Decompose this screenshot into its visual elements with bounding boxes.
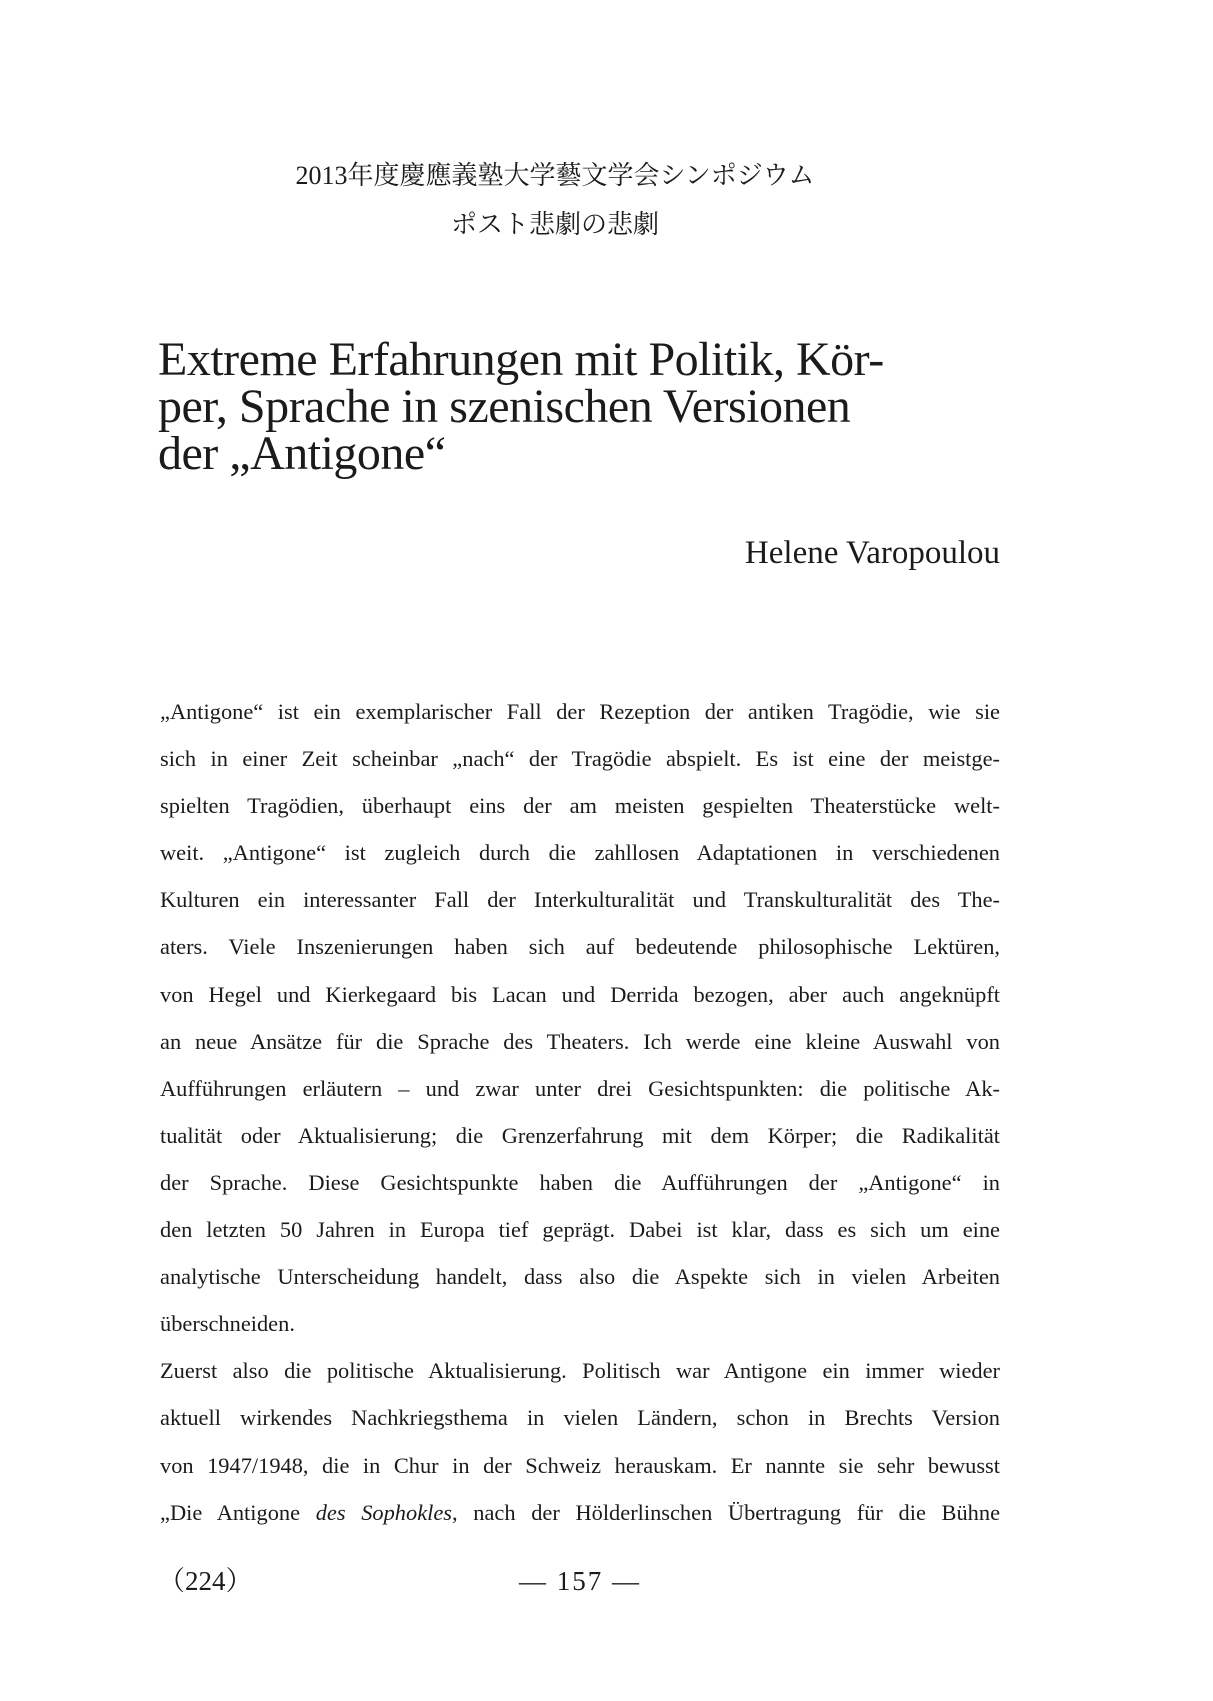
text-segment: , nach der Hölderlinschen Übertragung für die Bühne <box>452 1499 1001 1525</box>
text-segment: analytische Unterscheidung handelt, dass also die Aspekte sich in vielen Arbeiten <box>160 1264 1000 1290</box>
text-segment: von 1947/1948, die in Chur in der Schweiz herauskam. Er nannte sie sehr bewusst <box>160 1452 1000 1478</box>
body-line <box>160 1394 1000 1441</box>
body-line <box>160 1206 1000 1253</box>
text-segment: der Sprache. Diese Gesichtspunkte haben die Aufführungen der „Antigone“ in <box>160 1169 1000 1195</box>
text-segment: sich in einer Zeit scheinbar „nach“ der Tragödie abspielt. Es ist eine der meistge- <box>160 746 1000 772</box>
title-line: per, Sprache in szenischen Versionen <box>158 380 851 433</box>
body-line <box>160 1442 1000 1489</box>
body-line <box>160 1018 1000 1065</box>
text-segment: weit. „Antigone“ ist zugleich durch die zahllosen Adaptationen in verschiedenen <box>160 840 1000 866</box>
text-segment: von Hegel und Kierkegaard bis Lacan und Derrida bezogen, aber auch angeknüpft <box>160 981 1000 1007</box>
body-line <box>160 688 1000 735</box>
article-body <box>160 688 1000 1536</box>
body-line <box>160 1253 1000 1300</box>
text-segment: tualität oder Aktualisierung; die Grenzerfahrung mit dem Körper; die Radikalität <box>160 1122 1000 1148</box>
body-line <box>160 1347 1000 1394</box>
text-segment: „Antigone“ ist ein exemplarischer Fall der Rezeption der antiken Tragödie, wie sie <box>160 699 1000 724</box>
body-line <box>160 735 1000 782</box>
text-segment: aters. Viele Inszenierungen haben sich auf bedeutende philosophische Lektüren, <box>160 934 1000 960</box>
body-line <box>160 1112 1000 1159</box>
article-title <box>158 333 1058 480</box>
text-segment: Zuerst also die politische Aktualisierung. Politisch war Antigone ein immer wieder <box>160 1358 1000 1384</box>
body-line <box>160 923 1000 970</box>
body-line <box>160 971 1000 1018</box>
volume-page-number: （224） <box>158 1566 253 1596</box>
body-line <box>160 782 1000 829</box>
body-line <box>160 1159 1000 1206</box>
text-segment: spielten Tragödien, überhaupt eins der am meisten gespielten Theaterstücke welt- <box>160 793 1000 819</box>
body-line <box>160 1300 1000 1347</box>
body-line <box>160 1489 1000 1536</box>
body-line <box>160 1065 1000 1112</box>
italic-text-segment: des Sophokles <box>315 1499 453 1525</box>
page-number: — 157 — <box>519 1566 641 1596</box>
symposium-subtitle: ポスト悲劇の悲劇 <box>450 210 659 239</box>
title-line: der „Antigone“ <box>158 427 446 480</box>
symposium-header: 2013年度慶應義塾大学藝文学会シンポジウム <box>295 161 815 190</box>
title-line: Extreme Erfahrungen mit Politik, Kör- <box>158 333 884 386</box>
author-name: Helene Varopoulou <box>744 535 1000 571</box>
text-segment: „Die Antigone <box>160 1499 316 1525</box>
body-line <box>160 829 1000 876</box>
text-segment: aktuell wirkendes Nachkriegsthema in vielen Ländern, schon in Brechts Version <box>160 1405 1000 1431</box>
body-line <box>160 876 1000 923</box>
text-segment: Kulturen ein interessanter Fall der Interkulturalität und Transkulturalität des The- <box>160 887 1000 913</box>
text-segment: den letzten 50 Jahren in Europa tief geprägt. Dabei ist klar, dass es sich um eine <box>160 1217 1000 1243</box>
text-segment: an neue Ansätze für die Sprache des Theaters. Ich werde eine kleine Auswahl von <box>160 1028 1000 1054</box>
text-segment: Aufführungen erläutern – und zwar unter drei Gesichtspunkten: die politische Ak- <box>160 1075 1000 1101</box>
text-segment: überschneiden. <box>160 1311 295 1337</box>
